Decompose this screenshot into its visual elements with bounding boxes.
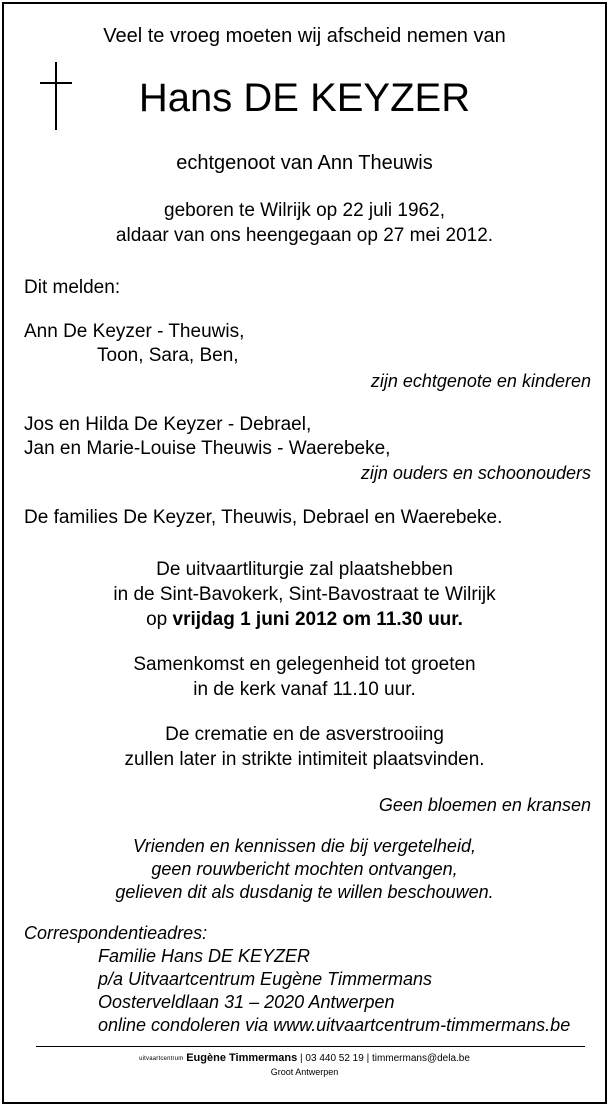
family2-line1: Jos en Hilda De Keyzer - Debrael, [24, 414, 312, 435]
families-line: De families De Keyzer, Theuwis, Debrael en Waerebeke. [24, 507, 503, 528]
family1-relation: zijn echtgenote en kinderen [370, 371, 591, 391]
footer-contact [4, 1052, 605, 1066]
footer-contact-details: | 03 440 52 19 | timmermans@dela.be [297, 1053, 470, 1064]
footer-prefix: uitvaartcentrum [139, 1056, 184, 1062]
liturgy-datetime: vrijdag 1 juni 2012 om 11.30 uur. [172, 609, 463, 630]
announce-label: Dit melden: [24, 277, 121, 298]
family1-line1: Ann De Keyzer - Theuwis, [24, 321, 245, 342]
family2-relation: zijn ouders en schoonouders [360, 463, 591, 483]
correspondence-line3: Oosterveldlaan 31 – 2020 Antwerpen [98, 992, 395, 1012]
liturgy-line2: in de Sint-Bavokerk, Sint-Bavostraat te Wilrijk [113, 584, 496, 605]
gathering-line1: Samenkomst en gelegenheid tot groeten [133, 654, 476, 675]
deceased-name: Hans DE KEYZER [138, 76, 471, 120]
friends-line1: Vrienden en kennissen die bij vergetelheid, [133, 836, 476, 856]
no-flowers-note: Geen bloemen en kransen [378, 795, 591, 815]
cremation-line2: zullen later in strikte intimiteit plaatsvinden. [124, 749, 485, 770]
correspondence-line4: online condoleren via www.uitvaartcentrum-timmermans.be [98, 1015, 571, 1035]
spouse-line: echtgenoot van Ann Theuwis [176, 152, 433, 174]
footer-divider [36, 1046, 585, 1047]
family2-line2: Jan en Marie-Louise Theuwis - Waerebeke, [24, 438, 391, 459]
death-line: aldaar van ons heengegaan op 27 mei 2012. [115, 225, 494, 246]
cremation-line1: De crematie en de asverstrooiing [165, 724, 444, 745]
gathering-line2: in de kerk vanaf 11.10 uur. [193, 679, 416, 700]
intro-text: Veel te vroeg moeten wij afscheid nemen van [103, 25, 506, 47]
correspondence-label: Correspondentieadres: [24, 923, 208, 943]
obituary-card [2, 2, 607, 1104]
footer-brand: Eugène Timmermans [186, 1052, 298, 1064]
correspondence-line2: p/a Uitvaartcentrum Eugène Timmermans [98, 969, 432, 989]
liturgy-line3 [4, 608, 605, 631]
friends-line3: gelieven dit als dusdanig te willen beschouwen. [115, 882, 494, 902]
liturgy-prefix: op [146, 609, 173, 630]
birth-line: geboren te Wilrijk op 22 juli 1962, [164, 200, 445, 221]
correspondence-line1: Familie Hans DE KEYZER [98, 946, 311, 966]
family1-line2: Toon, Sara, Ben, [97, 345, 239, 366]
friends-line2: geen rouwbericht mochten ontvangen, [151, 859, 458, 879]
liturgy-line1: De uitvaartliturgie zal plaatshebben [156, 559, 453, 580]
footer-region: Groot Antwerpen [270, 1067, 339, 1077]
